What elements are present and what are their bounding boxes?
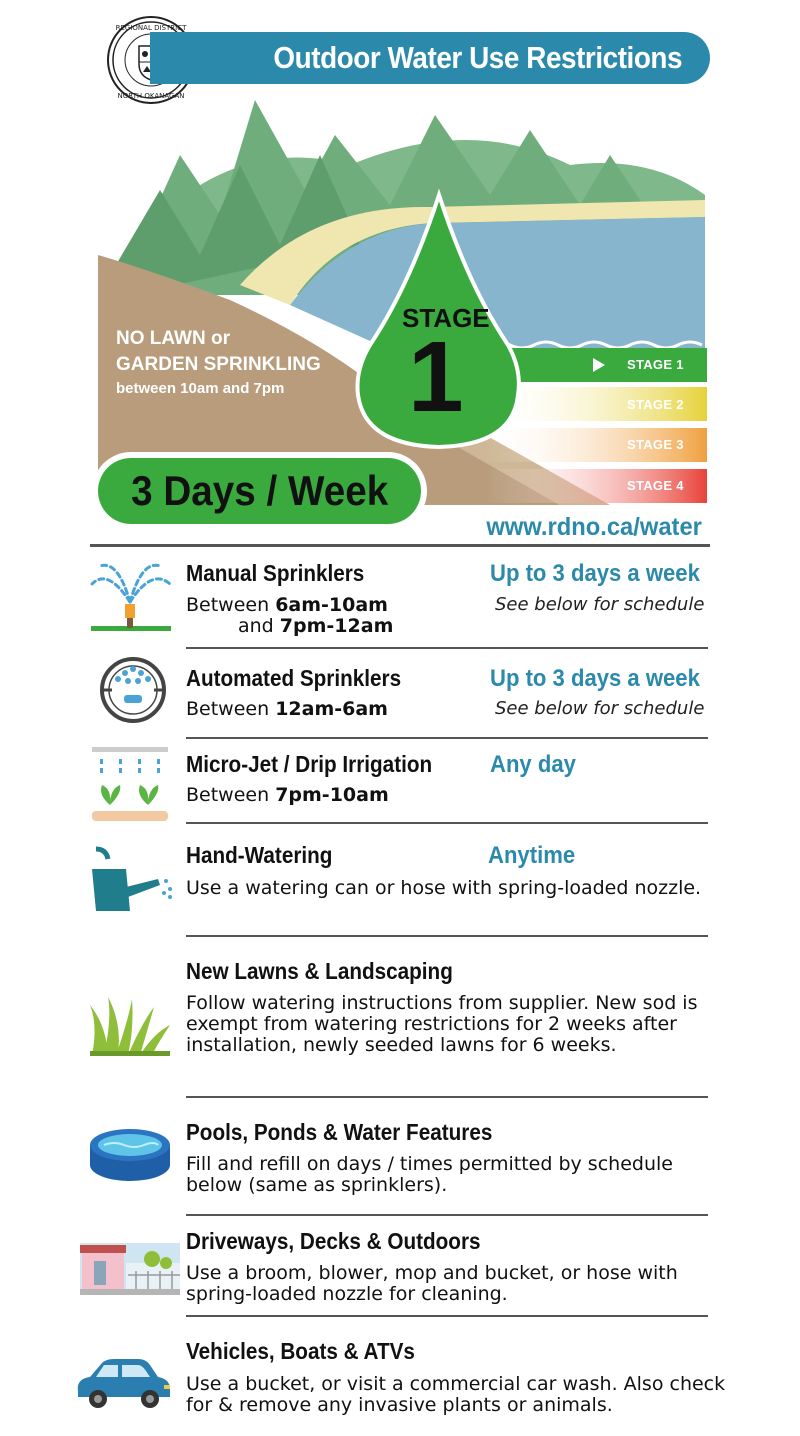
stage-label-1: STAGE 1 — [627, 357, 684, 372]
restriction-note — [116, 326, 356, 400]
row-title-new-lawns: New Lawns & Landscaping — [186, 958, 453, 984]
page-title: Outdoor Water Use Restrictions — [273, 40, 682, 75]
stage-label-3: STAGE 3 — [627, 437, 684, 452]
grass-icon — [88, 995, 172, 1057]
website-link[interactable]: www.rdno.ca/water — [486, 513, 702, 541]
pool-icon — [88, 1125, 172, 1183]
row-title-hand-watering: Hand-Watering — [186, 842, 333, 868]
row-title-manual-sprinklers: Manual Sprinklers — [186, 560, 365, 586]
frequency-manual-sprinklers: Up to 3 days a week — [490, 560, 700, 587]
row-desc-drip-irrigation: Between 7pm-10am — [186, 784, 389, 806]
row-title-driveways: Driveways, Decks & Outdoors — [186, 1228, 481, 1254]
divider — [186, 1315, 708, 1317]
svg-text:NORTH OKANAGAN: NORTH OKANAGAN — [117, 92, 185, 100]
divider — [186, 822, 708, 824]
schedule-note-manual-sprinklers: See below for schedule — [495, 594, 705, 615]
days-per-week-label: 3 Days / Week — [130, 467, 389, 514]
restriction-line-3: between 10am and 7pm — [116, 380, 285, 397]
row-title-automated-sprinklers: Automated Sprinklers — [186, 665, 402, 691]
row-desc-pools: Fill and refill on days / times permitted by schedule below (same as sprinklers). — [186, 1153, 673, 1196]
divider — [186, 1096, 708, 1098]
row-desc-vehicles: Use a bucket, or visit a commercial car wash. Also check for & remove any invasive plants or animals. — [186, 1373, 726, 1416]
divider — [186, 737, 708, 739]
schedule-note-automated-sprinklers: See below for schedule — [495, 698, 705, 719]
frequency-drip-irrigation: Any day — [490, 751, 576, 778]
row-desc-driveways: Use a broom, blower, mop and bucket, or hose with spring-loaded nozzle for cleaning. — [186, 1262, 678, 1305]
watering-can-icon — [86, 845, 176, 917]
drip-irrigation-icon — [92, 745, 168, 825]
sprinkler-icon — [88, 560, 174, 636]
divider — [186, 1214, 708, 1216]
row-title-vehicles: Vehicles, Boats & ATVs — [186, 1338, 415, 1364]
frequency-hand-watering: Anytime — [488, 842, 576, 869]
row-desc-manual-sprinklers: Between 6am-10am and 7pm-12am — [186, 594, 394, 637]
automated-sprinkler-icon — [98, 655, 168, 725]
row-title-pools: Pools, Ponds & Water Features — [186, 1119, 493, 1145]
row-title-drip-irrigation: Micro-Jet / Drip Irrigation — [186, 751, 433, 777]
days-per-week-badge — [92, 452, 427, 530]
car-icon — [72, 1355, 174, 1409]
stage-word: STAGE — [402, 303, 490, 333]
stage-label-4: STAGE 4 — [627, 478, 684, 493]
house-deck-icon — [80, 1243, 180, 1295]
header-banner — [150, 32, 710, 84]
restriction-line-1: NO LAWN or — [116, 328, 230, 349]
divider — [90, 544, 710, 547]
stage-label-2: STAGE 2 — [627, 397, 684, 412]
divider — [186, 935, 708, 937]
row-desc-automated-sprinklers: Between 12am-6am — [186, 698, 388, 720]
row-desc-new-lawns: Follow watering instructions from supplier. New sod is exempt from watering restrictions for 2 weeks after installation, newly seeded lawns for 6 weeks. — [186, 992, 698, 1056]
row-desc-hand-watering: Use a watering can or hose with spring-loaded nozzle. — [186, 877, 702, 899]
frequency-automated-sprinklers: Up to 3 days a week — [490, 665, 700, 692]
svg-text:REGIONAL DISTRICT: REGIONAL DISTRICT — [115, 24, 187, 32]
restriction-line-2: GARDEN SPRINKLING — [116, 354, 321, 375]
stage-number: 1 — [408, 321, 464, 433]
divider — [186, 647, 708, 649]
